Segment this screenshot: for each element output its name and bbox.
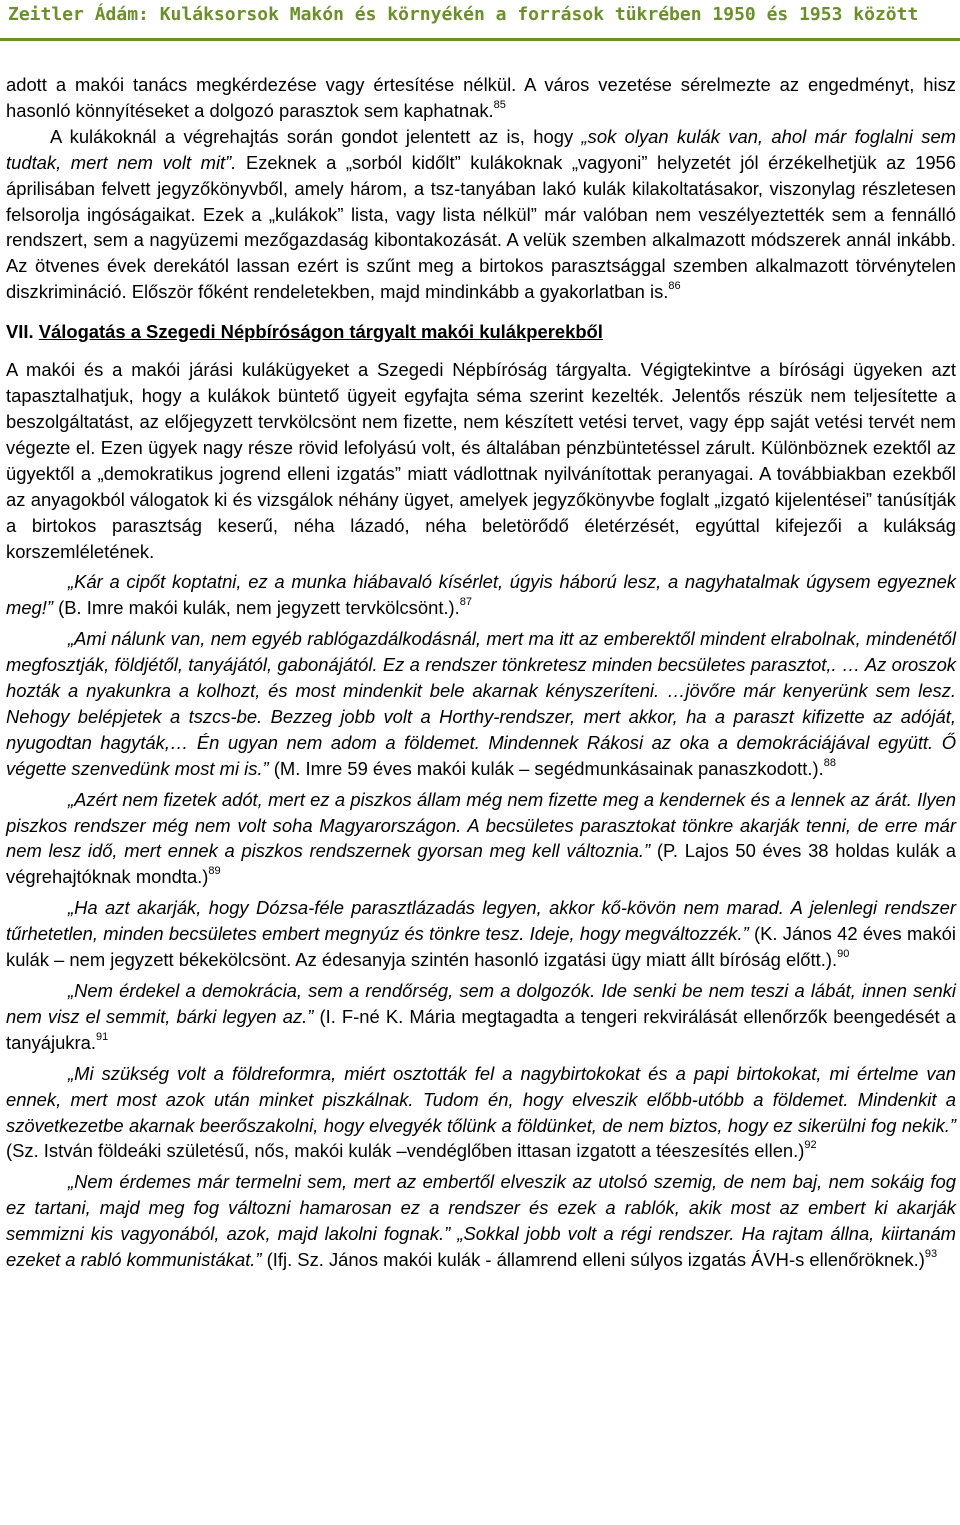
footnote-ref: 87 <box>459 596 473 609</box>
quote-text: „Kár a cipőt koptatni, ez a munka hiábavaló kísérlet, úgyis háború lesz, a nagyhatalmak úgysem egyeznek meg!” <box>6 571 956 619</box>
quote-text: „Nem érdemes már termelni sem, mert az embertől elveszik az utolsó szemig, de nem baj, nem sokáig fog ez tartani, majd meg fog változni hamarosan ez a rendszer és ezek a rablók, akik most az embert ki akarják semmizni kis vagyonából, azok, majd lakolni fognak.” „Sokkal jobb volt a régi rendszer. Ha rajtam állna, kiirtanám ezeket a rabló kommunistákat.” <box>6 1171 956 1271</box>
header-divider <box>0 38 960 41</box>
footnote-ref: 86 <box>668 280 681 293</box>
section-heading <box>6 319 956 345</box>
quote-text: „Nem érdekel a demokrácia, sem a rendőrség, sem a dolgozók. Ide senki be nem teszi a lábát, innen senki nem visz el semmit, bárki legyen az.” <box>6 980 956 1027</box>
footnote-ref: 91 <box>95 1030 109 1043</box>
footnote-ref: 92 <box>804 1139 817 1152</box>
quote-attribution: (P. Lajos 50 éves 38 holdas kulák a végrehajtóknak mondta.) <box>6 840 957 888</box>
footnote-ref: 85 <box>493 98 506 111</box>
paragraph-main: A makói és a makói járási kulákügyeket a Szegedi Népbíróság tárgyalta. Végigtekintve a bírósági ügyeken azt tapasztalhatjuk, hogy a kulákok büntető ügyeit egyfajta séma szerint kezelték. Jelentős részük nem teljesítette a beszolgáltatást, az előjegyzett tervkölcsönt nem fizette, nem készített vetési tervet, vagy épp saját vetési tervét nem végezte el. Ezen ügyek nagy része rövid lefolyású volt, és általában pénzbüntetéssel zárult. Különböznek ezektől az ügyektől a „demokratikus jogrend elleni izgatás” miatt vádlottnak nyilvánítottak peranyagai. A továbbiakban ezekből az anyagokból válogatok ki és vizsgálok néhány ügyet, amelyek jegyzőkönyvbe foglalt „izgató kijelentései” tanúsítják a birtokos parasztság keserű, néha lázadó, néha beletörődő életérzését, egyúttal kifejezői a kulákság korszemléletének. <box>6 359 956 562</box>
quote-text: „Ami nálunk van, nem egyéb rablógazdálkodásnál, mert ma itt az emberektől mindent elrabolnak, mindenétől megfosztják, földjétől, tanyájától, gabonájától. Ez a rendszer tönkretesz minden becsületes parasztot,. … Az oroszok hozták a nyakunkra a kolhozt, és most mindenkit bele akarnak kényszeríteni. …jövőre már kenyerünk sem lesz. Nehogy belépjetek a tszcs-be. Bezzeg jobb volt a Horthy-rendszer, mert akkor, ha a paraszt kifizette az adóját, nyugodtan hagyták,… Én ugyan nem adom a földemet. Mindennek Rákosi az oka a demokráciájával együtt. Ő végette szenvedünk most mi is.” <box>6 628 956 779</box>
quote-text: „Azért nem fizetek adót, mert ez a piszkos állam még nem fizette meg a kendernek és a lennek az árát. Ilyen piszkos rendszer még nem volt soha Magyarországon. A becsületes parasztokat tönkre akarják tenni, de erre már nem lesz idő, mert ennek a piszkos rendszernek gyorsan meg kell változnia.” <box>6 788 956 862</box>
quote-paragraph <box>6 569 956 621</box>
document-body <box>6 72 956 1273</box>
quote-paragraph <box>6 1169 956 1273</box>
quote-attribution: (Sz. István földeáki születésű, nős, makói kulák –vendéglőben ittasan izgatott a téeszesítés ellen.) <box>6 1140 805 1162</box>
quote-text: „Mi szükség volt a földreformra, miért osztották fel a nagybirtokokat és a papi birtokokat, mi értelme van ennek, mert most azok után minket piszkálnak. Tudom én, hogy elveszik előbb-utóbb a földemet. Mindenkit a szövetkezetbe akarnak beerőszakolni, hogy elvegyék tőlünk a földünket, de nem biztos, hogy ez sikerülni fog nekik.” <box>6 1062 956 1136</box>
paragraph-text: Ezeknek a „sorból kidőlt” kulákoknak „vagyoni” helyzetét jól érzékelhetjük az 1956 áprilisában felvett jegyzőkönyvből, amely három, a tsz-tanyában lakó kulák kilakoltatásakor, viszonylag részletesen felsorolja ingóságaikat. Ezek a „kulákok” lista, vagy lista nélkül” már valóban nem veszélyeztették sem a fennálló rendszert, sem a nagyüzemi mezőgazdaság kibontakozását. A velük szemben alkalmazott módszerek annál inkább. Az ötvenes évek derekától lassan ezért is szűnt meg a birtokos parasztsággal szemben alkalmazott törvénytelen diszkrimináció. Először főként rendeletekben, majd mindinkább a gyakorlatban is. <box>6 151 956 303</box>
paragraph-text: adott a makói tanács megkérdezése vagy értesítése nélkül. A város vezetése sérelmezte az engedményt, hisz hasonló könnyítéseket a dolgozó parasztok sem kaphatnak. <box>6 74 956 121</box>
section-number: VII. <box>6 321 34 343</box>
section-title: Válogatás a Szegedi Népbíróságon tárgyalt makói kulákperekből <box>38 321 603 343</box>
footnote-ref: 90 <box>837 947 850 960</box>
quote-text: „Ha azt akarják, hogy Dózsa-féle parasztlázadás legyen, akkor kő-kövön nem marad. A jelenlegi rendszer tűrhetetlen, minden becsületes embert megnyúz és tönkre tesz. Ideje, hogy megváltozzék.” <box>6 897 956 945</box>
quote-attribution: (B. Imre makói kulák, nem jegyzett tervkölcsönt.). <box>53 597 460 619</box>
paragraph-text: A kulákoknál a végrehajtás során gondot jelentett az is, hogy <box>50 125 582 147</box>
quote-attribution: (I. F-né K. Mária megtagadta a tengeri rekvirálását ellenőrzők beengedését a tanyájukra. <box>6 1005 956 1053</box>
quote-attribution: (Ifj. Sz. János makói kulák - államrend elleni súlyos izgatás ÁVH-s ellenőröknek.) <box>261 1249 925 1271</box>
running-header-title: Zeitler Ádám: Kuláksorsok Makón és környékén a források tükrében 1950 és 1953 között <box>8 4 919 25</box>
page-header <box>0 0 960 36</box>
paragraph-intro <box>6 72 956 305</box>
footnote-ref: 93 <box>924 1247 938 1260</box>
quote-paragraph <box>6 1061 956 1165</box>
quote-attribution: (M. Imre 59 éves makói kulák – segédmunkásainak panaszkodott.). <box>268 757 824 779</box>
quote-text: „sok olyan kulák van, ahol már foglalni sem tudtak, mert nem volt mit”. <box>6 125 956 173</box>
quote-attribution: (K. János 42 éves makói kulák – nem jegyzett békekölcsönt. Az édesanyja szintén hasonló izgatási ügy miatt állt bíróság előtt.). <box>6 923 956 971</box>
footnote-ref: 89 <box>208 865 221 878</box>
quote-paragraph <box>6 787 956 891</box>
quote-paragraph <box>6 626 956 781</box>
quote-paragraph <box>6 978 956 1056</box>
footnote-ref: 88 <box>823 756 836 769</box>
quote-paragraph <box>6 895 956 973</box>
